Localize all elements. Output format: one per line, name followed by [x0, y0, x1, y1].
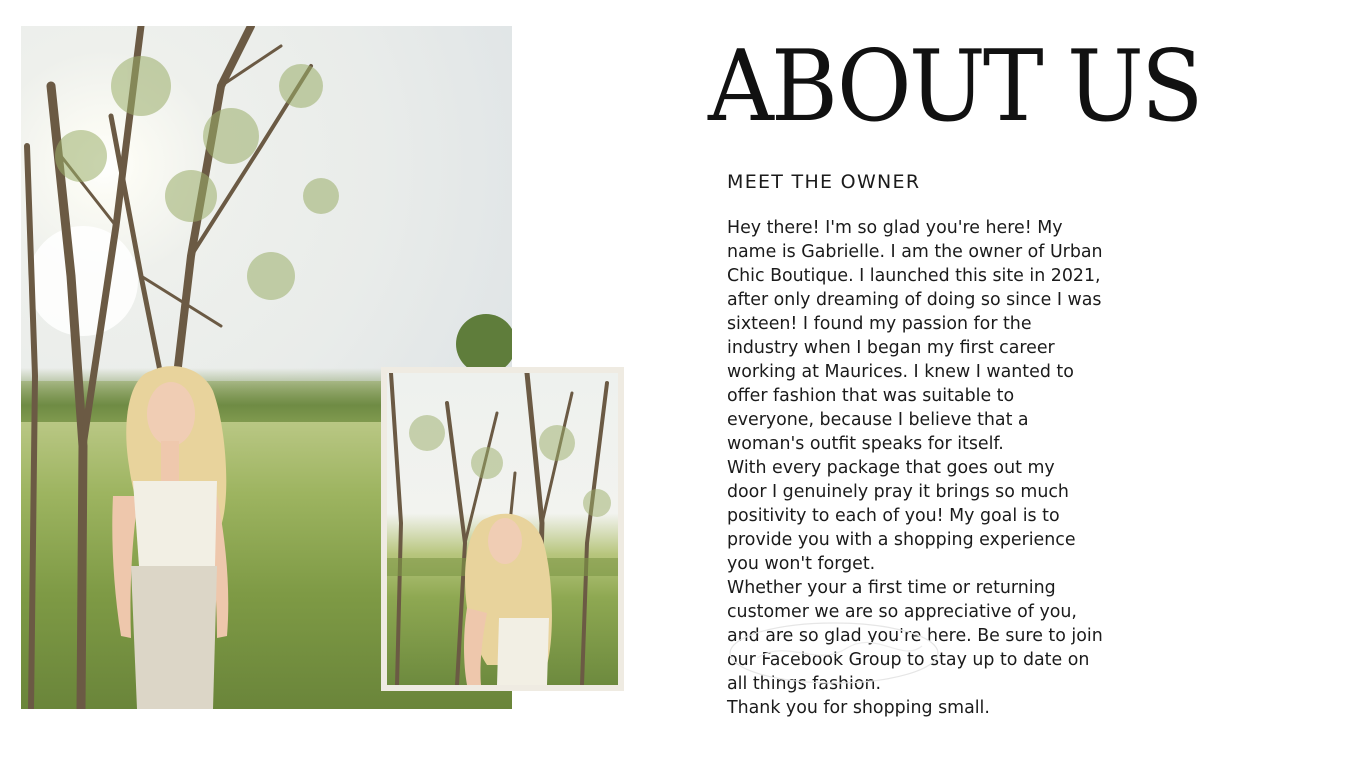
bio-line: and are so glad you're here. Be sure to join: [727, 626, 1103, 646]
bio-line: you won't forget.: [727, 554, 876, 574]
bio-line: all things fashion.: [727, 674, 882, 694]
bio-line: Thank you for shopping small.: [727, 698, 990, 718]
bio-line: everyone, because I believe that a: [727, 410, 1029, 430]
bio-line: woman's outfit speaks for itself.: [727, 434, 1004, 454]
section-subtitle: MEET THE OWNER: [727, 171, 921, 193]
bio-line: industry when I began my first career: [727, 338, 1055, 358]
owner-photo-small-frame: [381, 367, 624, 691]
bio-line: Whether your a first time or returning: [727, 578, 1056, 598]
bio-line: name is Gabrielle. I am the owner of Urban: [727, 242, 1103, 262]
bio-line: our Facebook Group to stay up to date on: [727, 650, 1090, 670]
page-title: ABOUT US: [708, 30, 1201, 144]
bio-line: positivity to each of you! My goal is to: [727, 506, 1060, 526]
bio-line: Hey there! I'm so glad you're here! My: [727, 218, 1063, 238]
bio-line: sixteen! I found my passion for the: [727, 314, 1032, 334]
bio-line: Chic Boutique. I launched this site in 2021,: [727, 266, 1101, 286]
bio-line: customer we are so appreciative of you,: [727, 602, 1077, 622]
owner-photo-small: [387, 373, 618, 685]
bio-line: With every package that goes out my: [727, 458, 1055, 478]
bio-line: after only dreaming of doing so since I was: [727, 290, 1102, 310]
bio-line: offer fashion that was suitable to: [727, 386, 1015, 406]
bio-line: working at Maurices. I knew I wanted to: [727, 362, 1074, 382]
bio-line: provide you with a shopping experience: [727, 530, 1076, 550]
owner-bio: [727, 216, 1127, 720]
bio-line: door I genuinely pray it brings so much: [727, 482, 1069, 502]
